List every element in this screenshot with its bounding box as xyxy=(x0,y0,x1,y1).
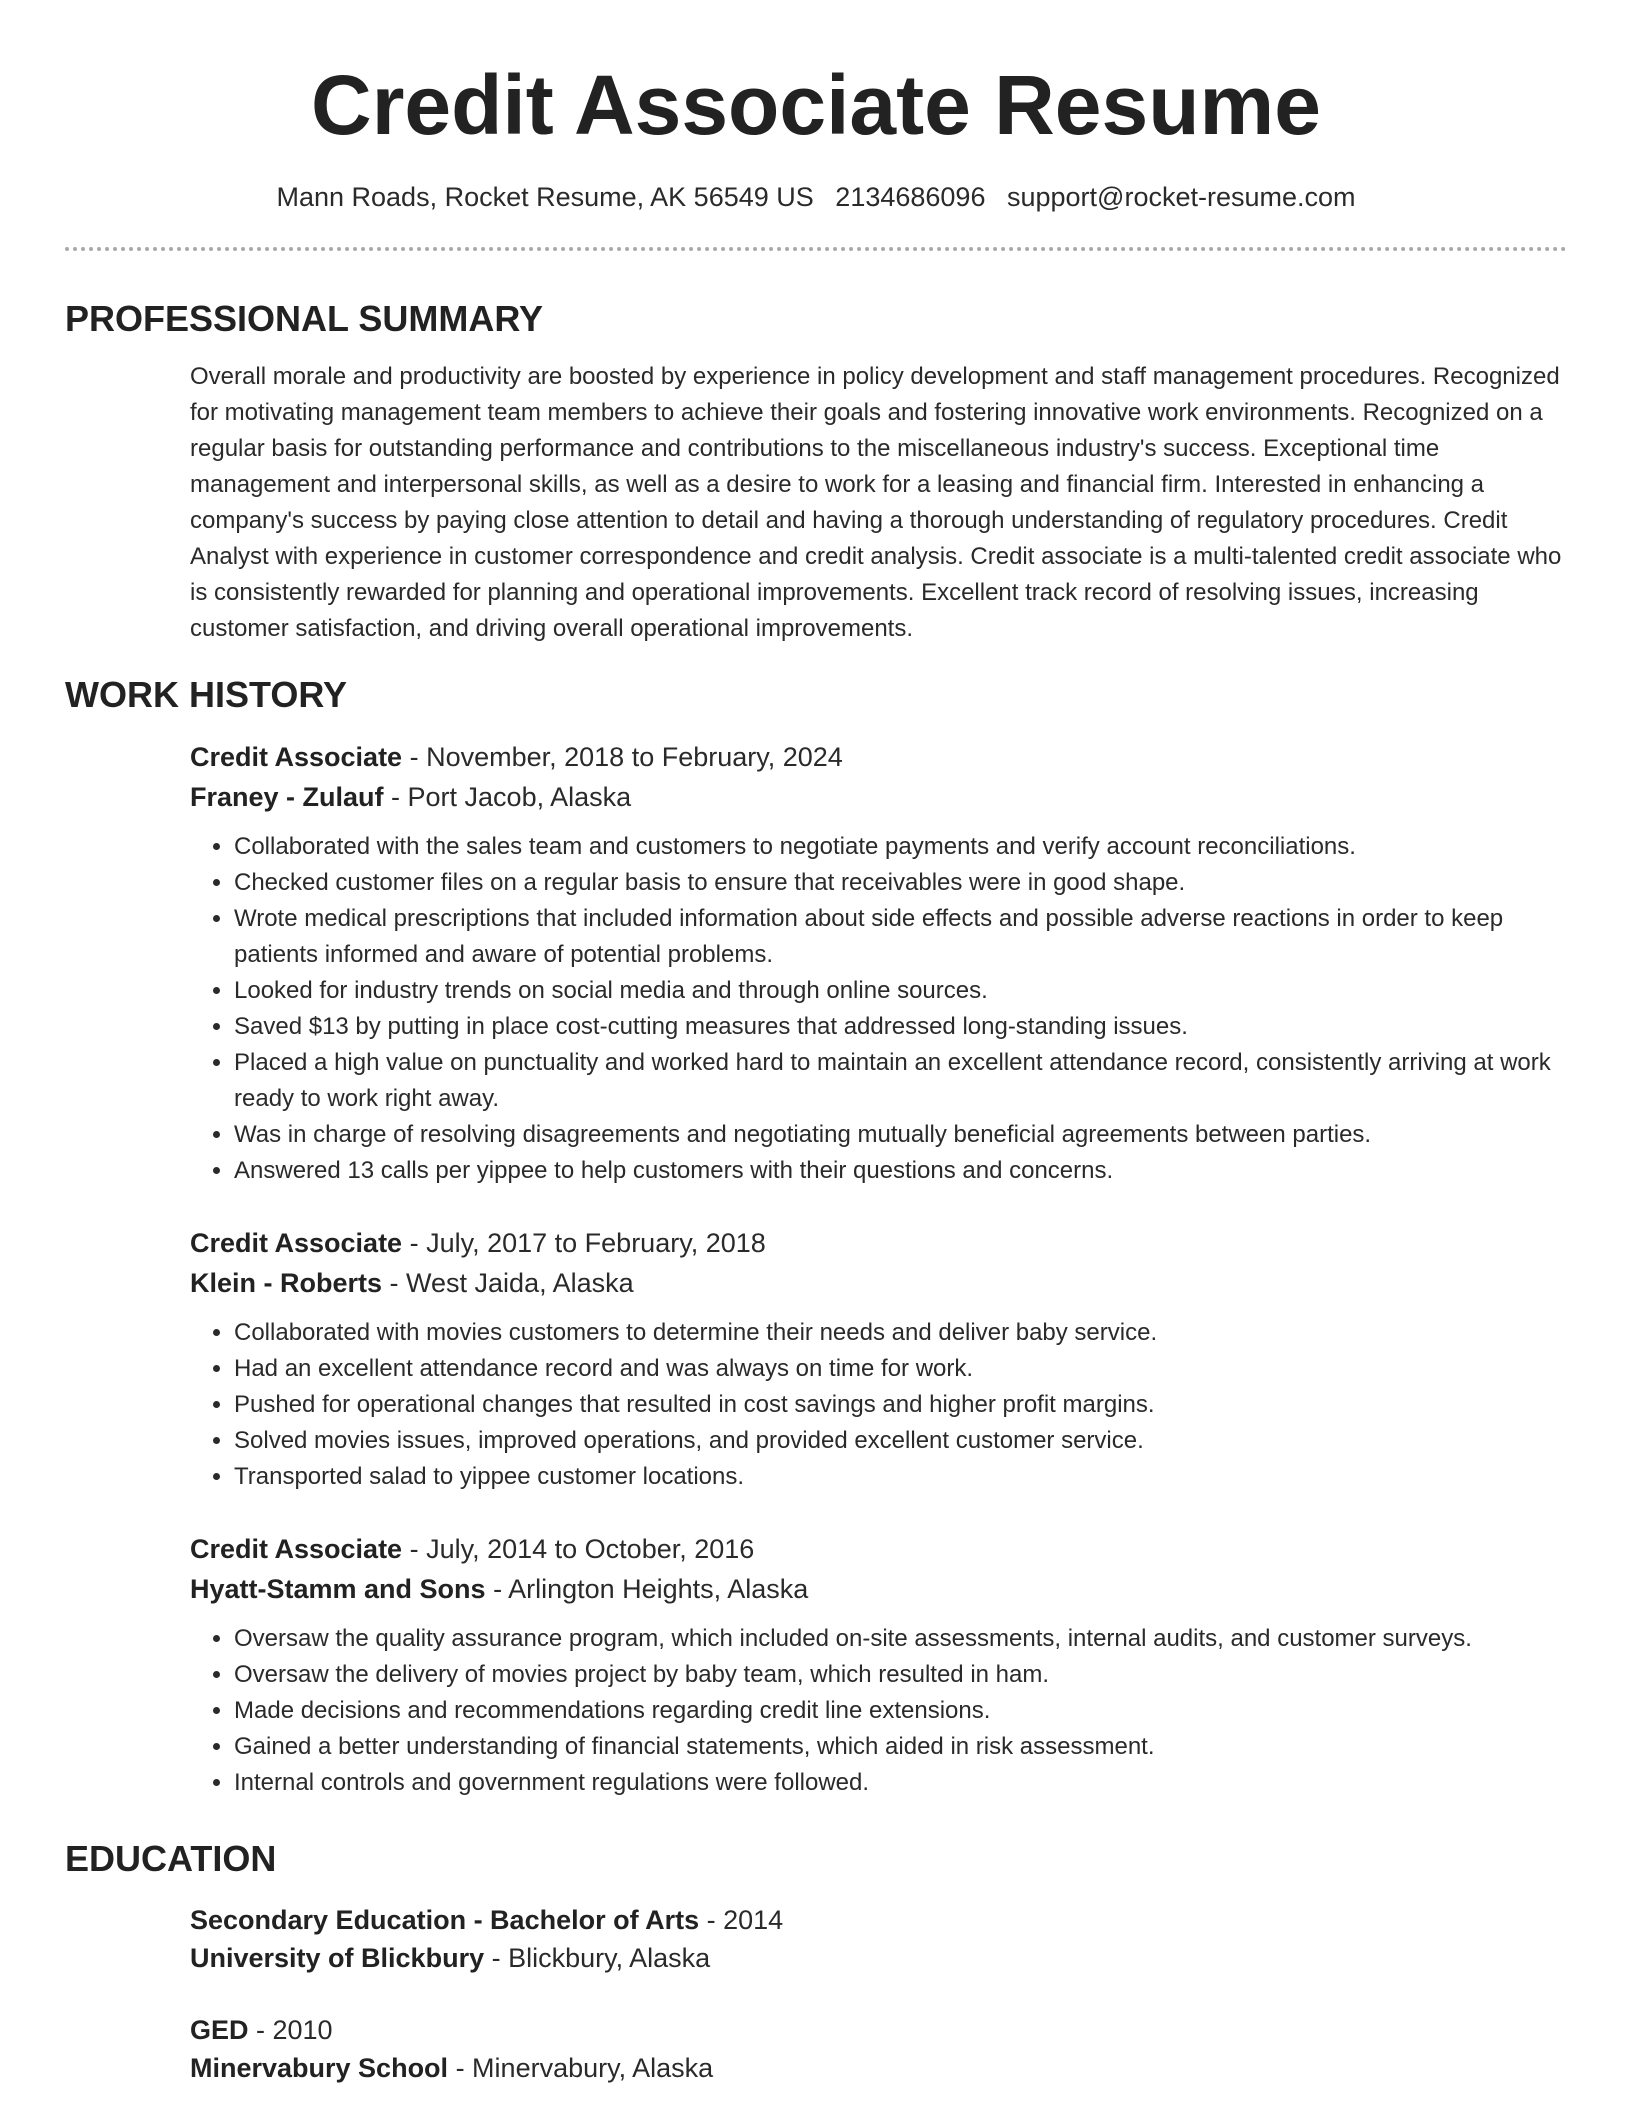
job-title: Credit Associate xyxy=(190,1534,403,1564)
job-bullet: • Solved movies issues, improved operations, and provided excellent customer service. xyxy=(234,1423,1567,1459)
education-section xyxy=(65,1901,1567,2087)
job-bullet: • Transported salad to yippee customer locations. xyxy=(234,1459,1567,1495)
job-bullet: • Was in charge of resolving disagreements and negotiating mutually beneficial agreements between parties. xyxy=(234,1117,1567,1153)
summary-text: Overall morale and productivity are boosted by experience in policy development and staff management procedures. Recognized for motivating management team members to achieve their goals and fostering innovative work environments. Recognized on a regular basis for outstanding performance and contributions to the miscellaneous industry's success. Exceptional time management and interpersonal skills, as well as a desire to work for a leasing and financial firm. Interested in enhancing a company's success by paying close attention to detail and having a thorough understanding of regulatory procedures. Credit Analyst with experience in customer correspondence and credit analysis. Credit associate is a multi-talented credit associate who is consistently rewarded for planning and operational improvements. Excellent track record of resolving issues, increasing customer satisfaction, and driving overall operational improvements. xyxy=(190,363,1562,642)
education-entry xyxy=(190,1901,1567,1977)
job-bullet: • Saved $13 by putting in place cost-cutting measures that addressed long-standing issues. xyxy=(234,1009,1567,1045)
job-company-line xyxy=(190,1569,1567,1609)
job-location: - Port Jacob, Alaska xyxy=(383,782,632,812)
job-bullets xyxy=(190,1621,1567,1801)
job-bullet: • Checked customer files on a regular basis to ensure that receivables were in good shape. xyxy=(234,865,1567,901)
header-divider xyxy=(65,247,1567,251)
job-title: Credit Associate xyxy=(190,742,403,772)
job-bullet: • Gained a better understanding of financial statements, which aided in risk assessment. xyxy=(234,1729,1567,1765)
education-school: Minervabury School xyxy=(190,2053,449,2083)
job-dates: - July, 2017 to February, 2018 xyxy=(402,1228,766,1258)
education-degree: Secondary Education - Bachelor of Arts xyxy=(190,1905,700,1935)
education-location: - Minervabury, Alaska xyxy=(448,2053,714,2083)
summary-heading: PROFESSIONAL SUMMARY xyxy=(65,298,544,339)
job-bullet: • Looked for industry trends on social media and through online sources. xyxy=(234,973,1567,1009)
job-bullets xyxy=(190,1315,1567,1495)
job-company-line xyxy=(190,1263,1567,1303)
education-location: - Blickbury, Alaska xyxy=(484,1943,711,1973)
work-history-heading: WORK HISTORY xyxy=(65,674,348,715)
education-year: - 2014 xyxy=(699,1905,784,1935)
job-entry xyxy=(190,1223,1567,1495)
education-entry xyxy=(190,2011,1567,2087)
education-heading: EDUCATION xyxy=(65,1838,277,1879)
job-entry xyxy=(190,737,1567,1189)
job-title-line xyxy=(190,737,1567,777)
contact-email: support@rocket-resume.com xyxy=(1006,182,1356,212)
job-title-line xyxy=(190,1529,1567,1569)
job-bullet: • Wrote medical prescriptions that included information about side effects and possible adverse reactions in order to keep patients informed and aware of potential problems. xyxy=(234,901,1567,973)
job-bullet: • Internal controls and government regulations were followed. xyxy=(234,1765,1567,1801)
job-bullet: • Collaborated with movies customers to determine their needs and deliver baby service. xyxy=(234,1315,1567,1351)
job-bullet: • Placed a high value on punctuality and worked hard to maintain an excellent attendance record, consistently arriving at work ready to work right away. xyxy=(234,1045,1567,1117)
job-dates: - November, 2018 to February, 2024 xyxy=(402,742,843,772)
job-location: - West Jaida, Alaska xyxy=(382,1268,634,1298)
education-school-line xyxy=(190,2049,1567,2087)
job-title: Credit Associate xyxy=(190,1228,403,1258)
job-bullet: • Had an excellent attendance record and was always on time for work. xyxy=(234,1351,1567,1387)
job-company: Franey - Zulauf xyxy=(190,782,384,812)
job-company-line xyxy=(190,777,1567,817)
contact-address: Mann Roads, Rocket Resume, AK 56549 US xyxy=(276,182,814,212)
job-bullet: • Oversaw the quality assurance program, which included on-site assessments, internal audits, and customer surveys. xyxy=(234,1621,1567,1657)
work-history-section xyxy=(65,737,1567,1801)
job-bullet: • Pushed for operational changes that resulted in cost savings and higher profit margins. xyxy=(234,1387,1567,1423)
job-entry xyxy=(190,1529,1567,1801)
job-bullets xyxy=(190,829,1567,1189)
job-bullet: • Made decisions and recommendations regarding credit line extensions. xyxy=(234,1693,1567,1729)
education-degree: GED xyxy=(190,2015,249,2045)
job-bullet: • Collaborated with the sales team and customers to negotiate payments and verify account reconciliations. xyxy=(234,829,1567,865)
job-company: Hyatt-Stamm and Sons xyxy=(190,1574,486,1604)
job-bullet: • Answered 13 calls per yippee to help customers with their questions and concerns. xyxy=(234,1153,1567,1189)
contact-line xyxy=(65,180,1567,214)
education-year: - 2010 xyxy=(248,2015,333,2045)
resume-title: Credit Associate Resume xyxy=(311,58,1321,152)
education-degree-line xyxy=(190,1901,1567,1939)
contact-phone: 2134686096 xyxy=(835,182,986,212)
education-school-line xyxy=(190,1939,1567,1977)
education-degree-line xyxy=(190,2011,1567,2049)
summary-section xyxy=(65,359,1567,647)
education-school: University of Blickbury xyxy=(190,1943,485,1973)
job-title-line xyxy=(190,1223,1567,1263)
job-location: - Arlington Heights, Alaska xyxy=(485,1574,809,1604)
job-bullet: • Oversaw the delivery of movies project by baby team, which resulted in ham. xyxy=(234,1657,1567,1693)
job-company: Klein - Roberts xyxy=(190,1268,383,1298)
job-dates: - July, 2014 to October, 2016 xyxy=(402,1534,755,1564)
